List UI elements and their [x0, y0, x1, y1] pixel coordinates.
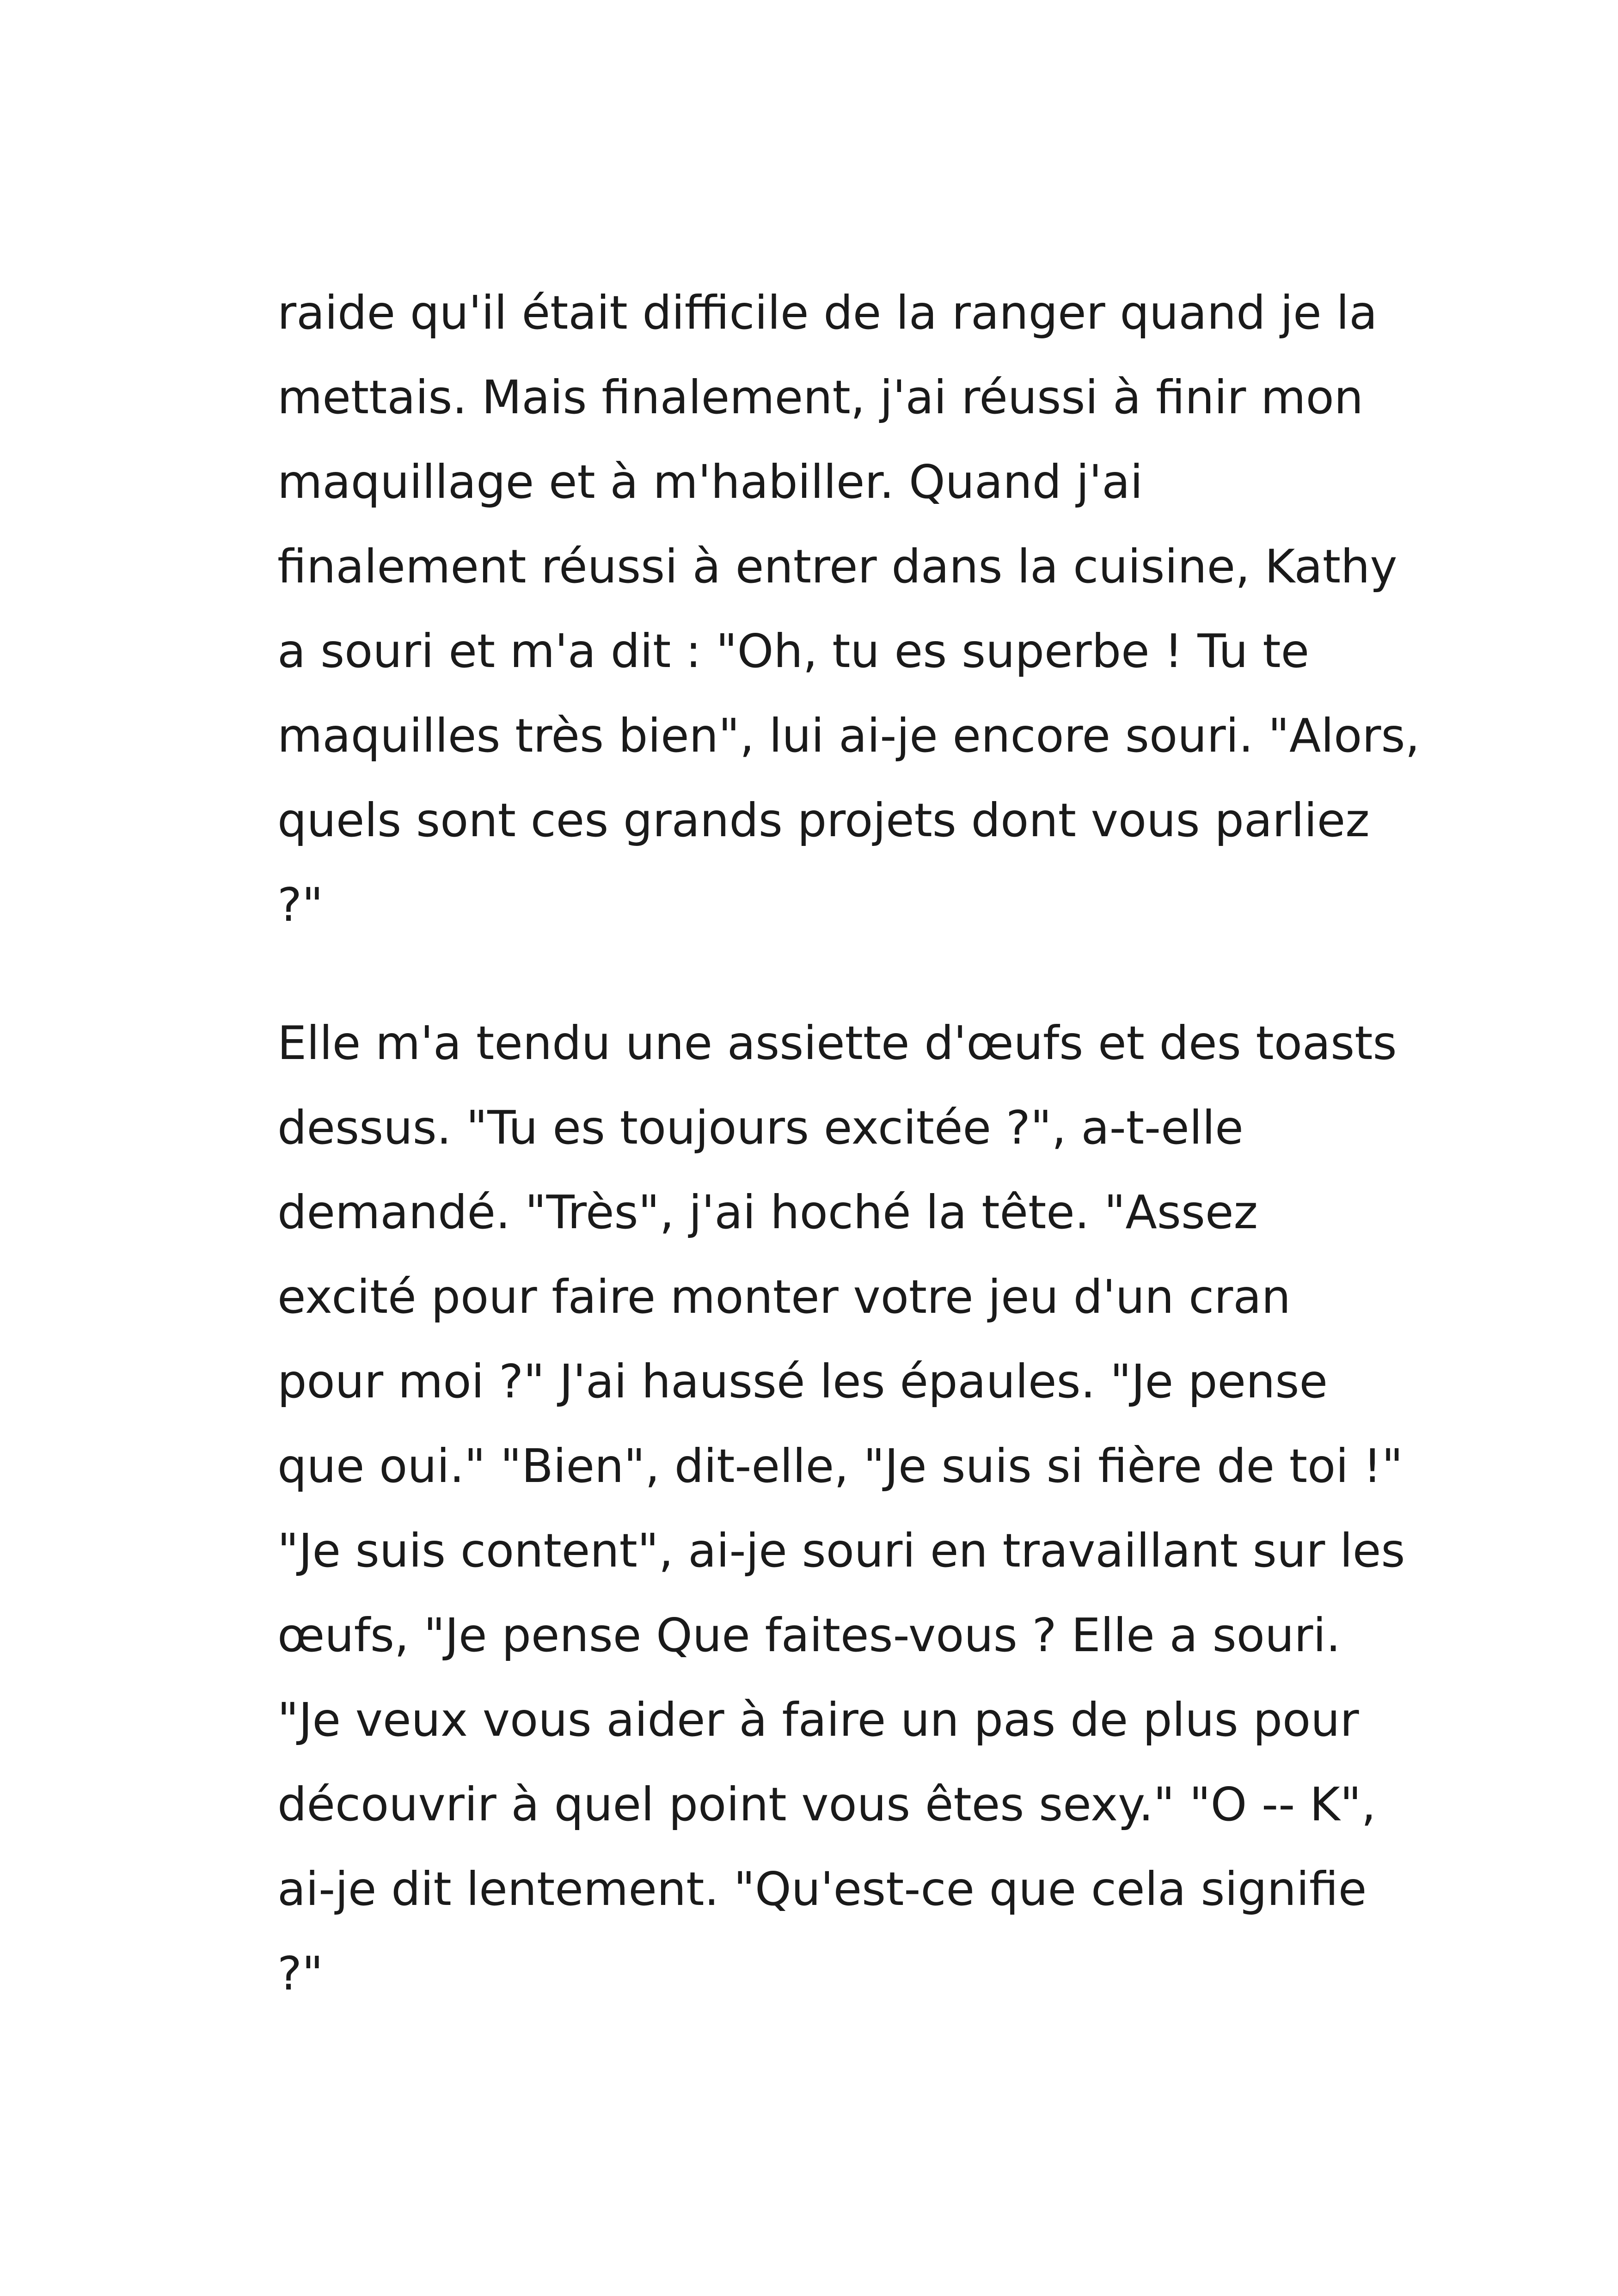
- text-line: maquilles très bien", lui ai-je encore souri. "Alors,: [277, 709, 1420, 763]
- text-line: que oui." "Bien", dit-elle, "Je suis si fière de toi !": [277, 1439, 1403, 1493]
- text-line: découvrir à quel point vous êtes sexy." "O -- K",: [277, 1777, 1376, 1831]
- text-line: demandé. "Très", j'ai hoché la tête. "Assez: [277, 1185, 1258, 1239]
- text-line: ai-je dit lentement. "Qu'est-ce que cela signifie: [277, 1862, 1367, 1916]
- text-line: "Je veux vous aider à faire un pas de plus pour: [277, 1693, 1359, 1747]
- text-line: Elle m'a tendu une assiette d'œufs et des toasts: [277, 1016, 1397, 1070]
- text-line: ?": [277, 1947, 324, 2001]
- text-line: raide qu'il était difficile de la ranger quand je la: [277, 286, 1378, 340]
- text-line: finalement réussi à entrer dans la cuisine, Kathy: [277, 539, 1397, 594]
- text-line: "Je suis content", ai-je souri en travaillant sur les: [277, 1524, 1405, 1578]
- text-line: ?": [277, 878, 324, 932]
- text-line: maquillage et à m'habiller. Quand j'ai: [277, 455, 1143, 509]
- text-line: dessus. "Tu es toujours excitée ?", a-t-elle: [277, 1101, 1244, 1155]
- text-line: mettais. Mais finalement, j'ai réussi à finir mon: [277, 370, 1364, 424]
- paragraph-2: [277, 1001, 1405, 2016]
- text-line: pour moi ?" J'ai haussé les épaules. "Je pense: [277, 1354, 1328, 1408]
- text-line: œufs, "Je pense Que faites-vous ? Elle a souri.: [277, 1608, 1341, 1662]
- text-line: a souri et m'a dit : "Oh, tu es superbe ! Tu te: [277, 624, 1310, 678]
- text-line: quels sont ces grands projets dont vous parliez: [277, 793, 1370, 847]
- text-line: excité pour faire monter votre jeu d'un cran: [277, 1270, 1291, 1324]
- paragraph-1: [277, 270, 1420, 947]
